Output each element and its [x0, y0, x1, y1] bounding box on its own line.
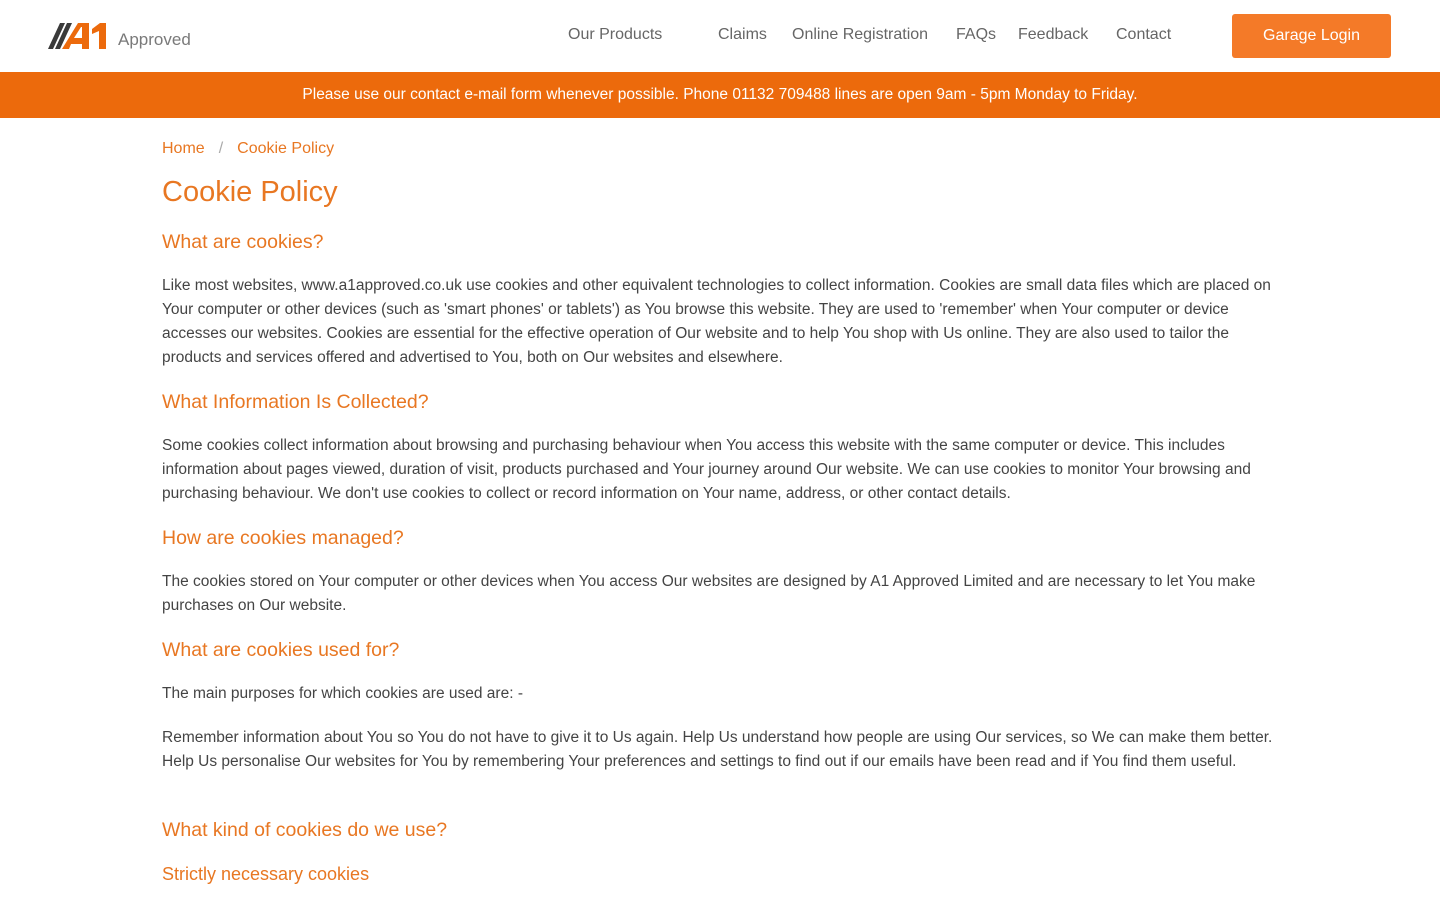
- heading-cookies-used-for: What are cookies used for?: [162, 639, 400, 661]
- subheading-strictly-necessary: Strictly necessary cookies: [162, 864, 370, 884]
- heading-cookies-managed: How are cookies managed?: [162, 527, 404, 549]
- nav-online-registration[interactable]: Online Registration: [792, 26, 929, 43]
- paragraph-cookies-managed: The cookies stored on Your computer or other devices when You access Our websites are designed by A1 Approved Limited and are necessary to let You make purchases on Our website.: [162, 573, 1256, 614]
- paragraph-used-for-intro: The main purposes for which cookies are used are: -: [162, 685, 523, 702]
- site-header: [0, 0, 1440, 72]
- breadcrumb: [162, 139, 334, 159]
- paragraph-information-collected: Some cookies collect information about browsing and purchasing behaviour when You access this website with the same computer or device. This includes information about pages viewed, duration of visit, products purchased and Your journey around Our website. We can use cookies to monitor Your browsing and purchasing behaviour. We don't use cookies to collect or record information on Your name, address, or other contact details.: [162, 437, 1251, 502]
- nav-feedback[interactable]: Feedback: [1018, 26, 1089, 43]
- garage-login-button[interactable]: Garage Login: [1232, 14, 1391, 58]
- logo-wordmark: Approved: [118, 30, 191, 49]
- nav-faqs[interactable]: FAQs: [956, 26, 997, 43]
- breadcrumb-current-link[interactable]: Cookie Policy: [237, 140, 335, 157]
- page-title: Cookie Policy: [162, 176, 338, 208]
- nav-contact[interactable]: Contact: [1116, 26, 1172, 43]
- paragraph-what-are-cookies: Like most websites, www.a1approved.co.uk use cookies and other equivalent technologies to collect information. Cookies are small data files which are placed on Your computer or other devices (such as 'smart phones' or tablets') as You browse this website. They are used to 'remember' when Your computer or device accesses our websites. Cookies are essential for the effective operation of Our website and to help You shop with Us online. They are also used to tailor the products and services offered and advertised to You, both on Our websites and elsewhere.: [162, 277, 1271, 366]
- contact-banner: [0, 72, 1440, 118]
- main-nav: [0, 0, 1440, 72]
- heading-information-collected: What Information Is Collected?: [162, 391, 429, 413]
- breadcrumb-separator: /: [218, 140, 224, 157]
- nav-our-products[interactable]: Our Products: [568, 26, 663, 43]
- breadcrumb-home-link[interactable]: Home: [162, 140, 205, 157]
- heading-what-are-cookies: What are cookies?: [162, 231, 324, 253]
- nav-claims[interactable]: Claims: [718, 26, 767, 43]
- banner-text: Please use our contact e-mail form whenever possible. Phone 01132 709488 lines are open 9am - 5pm Monday to Friday.: [302, 86, 1138, 103]
- paragraph-used-for-purposes: Remember information about You so You do not have to give it to Us again. Help Us understand how people are using Our services, so We can make them better. Help Us personalise Our websites for You by remembering Your preferences and settings to find out if our emails have been read and if You find them useful.: [162, 729, 1273, 770]
- heading-kinds-of-cookies: What kind of cookies do we use?: [162, 819, 448, 841]
